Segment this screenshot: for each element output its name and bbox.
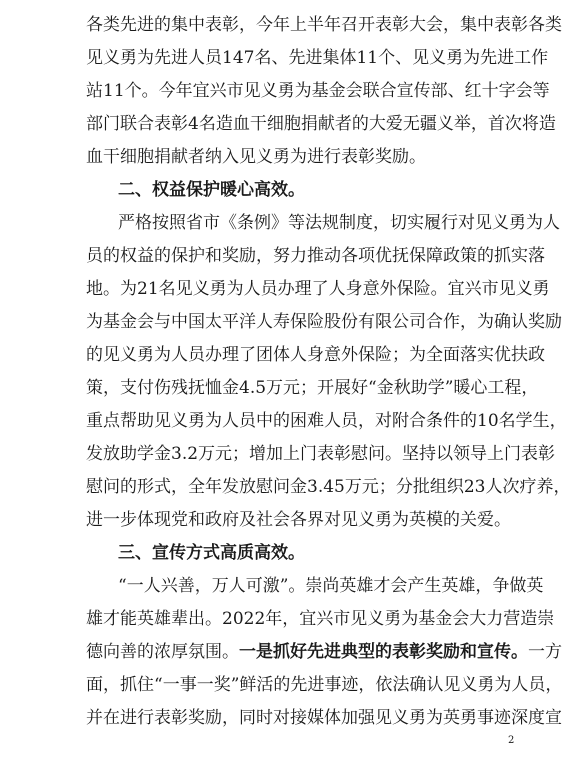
text-line: 各类先进的集中表彰，今年上半年召开表彰大会，集中表彰各类 bbox=[86, 15, 562, 35]
text-line: 发放助学金3.2万元；增加上门表彰慰问。坚持以领导上门表彰 bbox=[86, 444, 556, 464]
text-line: 部门联合表彰4名造血干细胞捐献者的大爱无疆义举，首次将造 bbox=[86, 114, 556, 134]
text-line: 为基金会与中国太平洋人寿保险股份有限公司合作，为确认奖励 bbox=[86, 312, 562, 332]
text-span: 德向善的浓厚氛围。 bbox=[86, 642, 239, 662]
text-line: 见义勇为先进人员147名、先进集体11个、见义勇为先进工作 bbox=[86, 48, 549, 68]
text-line: 员的权益的保护和奖励，努力推动各项优抚保障政策的抓实落 bbox=[86, 246, 545, 266]
text-line: 雄才能英雄辈出。2022年，宜兴市见义勇为基金会大力营造崇 bbox=[86, 609, 555, 629]
text-line: 的见义勇为人员办理了团体人身意外保险；为全面落实优扶政 bbox=[86, 345, 545, 365]
section-heading-2: 二、权益保护暖心高效。 bbox=[118, 180, 305, 200]
text-line: 地。为21名见义勇为人员办理了人身意外保险。宜兴市见义勇 bbox=[86, 279, 550, 299]
text-line: 重点帮助见义勇为人员中的困难人员，对附合条件的10名学生， bbox=[86, 411, 567, 431]
text-line: 面，抓住“一事一奖”鲜活的先进事迹，依法确认见义勇为人员， bbox=[86, 675, 563, 695]
text-line: 并在进行表彰奖励，同时对接媒体加强见义勇为英勇事迹深度宣 bbox=[86, 708, 562, 728]
text-line: 进一步体现党和政府及社会各界对见义勇为英模的关爱。 bbox=[86, 510, 511, 530]
page-number: 2 bbox=[508, 735, 515, 746]
text-line: 严格按照省市《条例》等法规制度，切实履行对见义勇为人 bbox=[118, 213, 560, 233]
text-line: 血干细胞捐献者纳入见义勇为进行表彰奖励。 bbox=[86, 147, 426, 167]
text-line: 慰问的形式，全年发放慰问金3.45万元；分批组织23人次疗养， bbox=[86, 477, 570, 497]
text-line: 策，支付伤残抚恤金4.5万元；开展好“金秋助学”暖心工程， bbox=[86, 378, 539, 398]
text-line-mixed bbox=[86, 640, 562, 664]
section-heading-3: 三、宣传方式高质高效。 bbox=[118, 543, 305, 563]
text-span: 一方 bbox=[528, 642, 562, 662]
text-line: 站11个。今年宜兴市见义勇为基金会联合宣传部、红十字会等 bbox=[86, 81, 550, 101]
bold-emphasis: 一是抓好先进典型的表彰奖励和宣传。 bbox=[239, 642, 528, 662]
text-line: “一人兴善，万人可激”。崇尚英雄才会产生英雄，争做英 bbox=[118, 576, 544, 596]
